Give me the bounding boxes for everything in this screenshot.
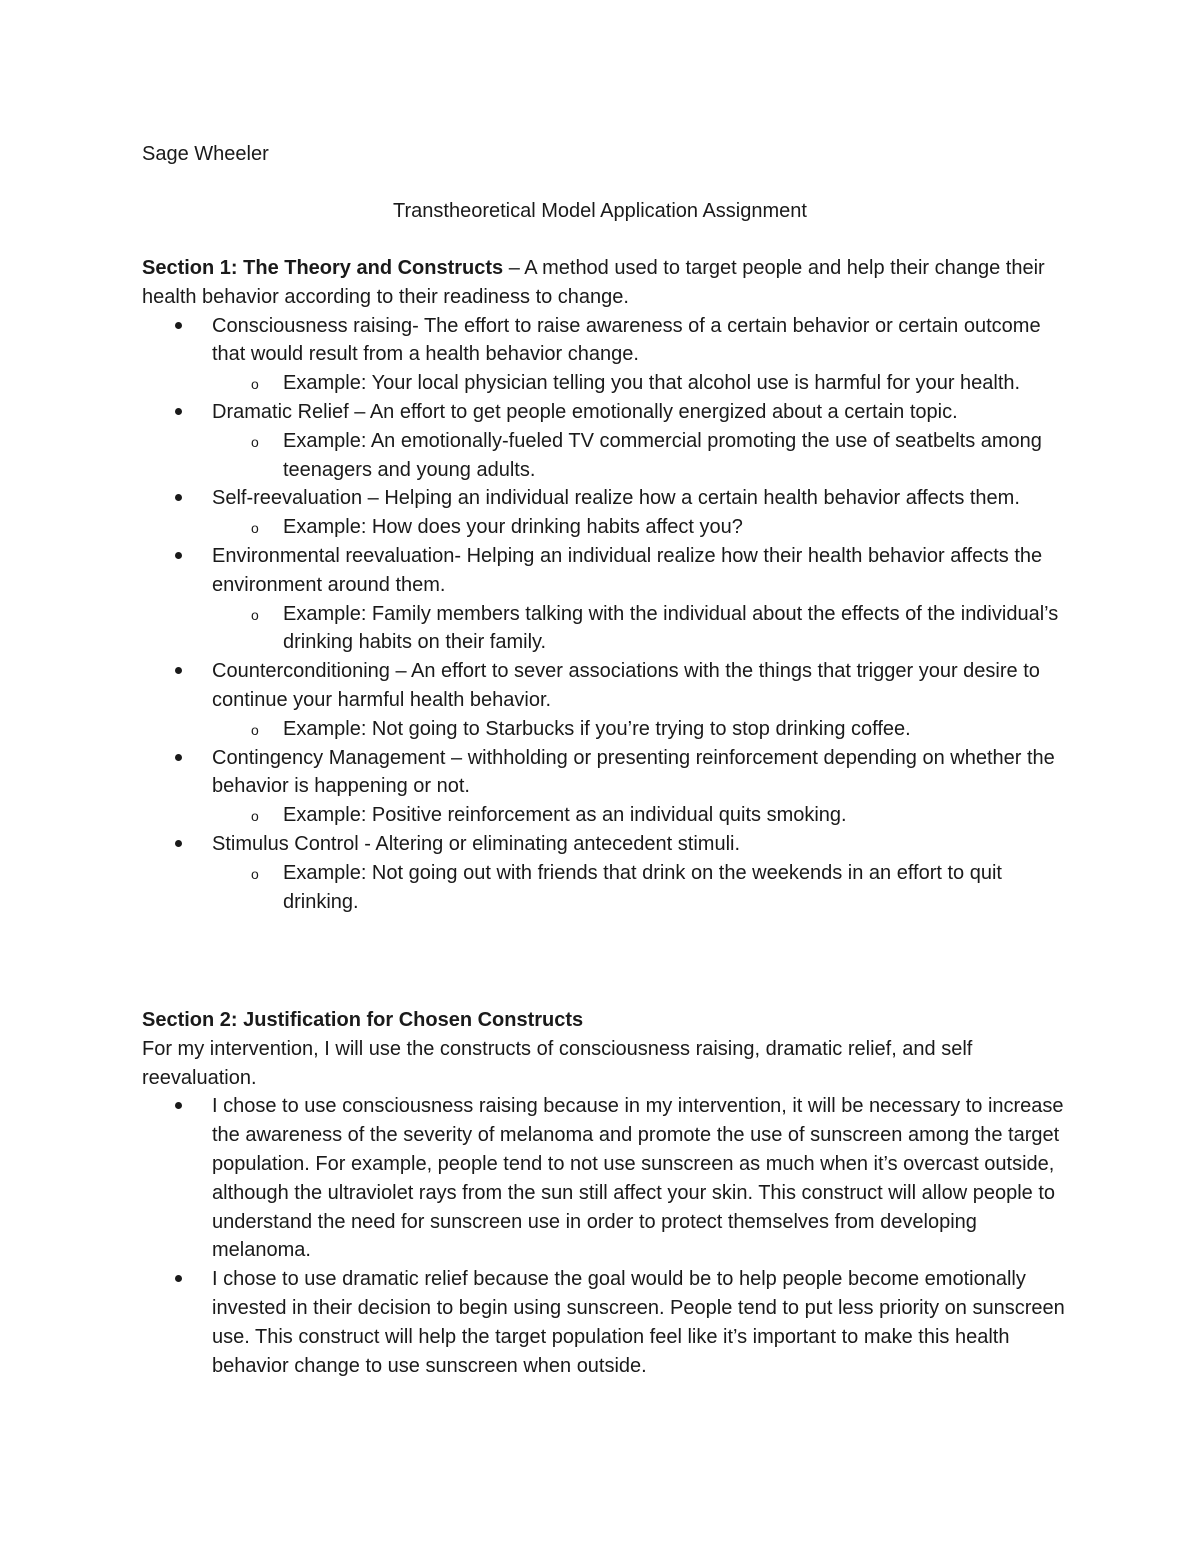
section-1 bbox=[142, 254, 1072, 916]
list-item bbox=[142, 542, 1072, 657]
justification-list bbox=[142, 1092, 1072, 1380]
section-1-intro-text: – A method used to target people and help their change their health behavior according to their readiness to change. bbox=[142, 257, 1045, 308]
list-item bbox=[142, 312, 1072, 398]
section-1-intro bbox=[142, 254, 1072, 312]
sub-bullet-icon: o bbox=[251, 808, 259, 825]
bullet-icon bbox=[175, 667, 182, 674]
sub-bullet-icon: o bbox=[251, 721, 259, 738]
bullet-icon bbox=[175, 408, 182, 415]
list-item bbox=[212, 513, 1072, 542]
example-list bbox=[212, 600, 1072, 658]
example-list bbox=[212, 715, 1072, 744]
construct-text: Counterconditioning – An effort to sever associations with the things that trigger your desire to continue your harmful health behavior. bbox=[212, 660, 1040, 711]
sub-bullet-icon: o bbox=[251, 433, 259, 450]
list-item bbox=[142, 484, 1072, 542]
list-item bbox=[142, 830, 1072, 916]
example-list bbox=[212, 859, 1072, 917]
bullet-icon bbox=[175, 1102, 182, 1109]
construct-text: Consciousness raising- The effort to raise awareness of a certain behavior or certain outcome that would result from a health behavior change. bbox=[212, 314, 1041, 366]
list-item bbox=[142, 1265, 1072, 1380]
list-item bbox=[212, 369, 1072, 398]
example-list bbox=[212, 427, 1072, 485]
construct-text: Contingency Management – withholding or presenting reinforcement depending on whether the behavior is happening or not. bbox=[212, 746, 1055, 798]
list-item bbox=[142, 744, 1072, 830]
example-text: Example: Not going to Starbucks if you’re trying to stop drinking coffee. bbox=[283, 717, 911, 740]
bullet-icon bbox=[175, 840, 182, 847]
construct-text: Self-reevaluation – Helping an individual realize how a certain health behavior affects them. bbox=[212, 487, 1020, 510]
construct-text: Environmental reevaluation- Helping an individual realize how their health behavior affects the environment around them. bbox=[212, 544, 1043, 596]
justification-text: I chose to use consciousness raising because in my intervention, it will be necessary to increase the awareness of the severity of melanoma and promote the use of sunscreen among the target population. For example, people tend to not use sunscreen as much when it’s overcast outside, although the ultraviolet rays from the sun still affect your skin. This construct will allow people to understand the need for sunscreen use in order to protect themselves from developing melanoma. bbox=[212, 1095, 1064, 1262]
sub-bullet-icon: o bbox=[251, 376, 259, 393]
author-name: Sage Wheeler bbox=[142, 143, 269, 165]
list-item bbox=[142, 398, 1072, 484]
section-1-heading: Section 1: The Theory and Constructs bbox=[142, 257, 504, 279]
construct-text: Dramatic Relief – An effort to get people emotionally energized about a certain topic. bbox=[212, 400, 958, 423]
example-text: Example: Your local physician telling you that alcohol use is harmful for your health. bbox=[283, 372, 1021, 395]
sub-bullet-icon: o bbox=[251, 865, 259, 882]
example-text: Example: Not going out with friends that drink on the weekends in an effort to quit drinking. bbox=[283, 861, 1002, 913]
list-item bbox=[212, 715, 1072, 744]
bullet-icon bbox=[175, 322, 182, 329]
list-item bbox=[212, 427, 1072, 485]
list-item bbox=[212, 801, 1072, 830]
section-2-heading: Section 2: Justification for Chosen Constructs bbox=[142, 1009, 584, 1031]
example-text: Example: Positive reinforcement as an individual quits smoking. bbox=[283, 804, 847, 827]
example-list bbox=[212, 513, 1072, 542]
bullet-icon bbox=[175, 754, 182, 761]
bullet-icon bbox=[175, 552, 182, 559]
list-item bbox=[142, 657, 1072, 743]
example-text: Example: How does your drinking habits affect you? bbox=[283, 516, 743, 539]
bullet-icon bbox=[175, 494, 182, 501]
construct-text: Stimulus Control - Altering or eliminating antecedent stimuli. bbox=[212, 832, 741, 855]
sub-bullet-icon: o bbox=[251, 520, 259, 537]
example-text: Example: An emotionally-fueled TV commercial promoting the use of seatbelts among teenagers and young adults. bbox=[283, 429, 1042, 481]
justification-text: I chose to use dramatic relief because the goal would be to help people become emotionally invested in their decision to begin using sunscreen. People tend to put less priority on sunscreen use. This construct will help the target population feel like it’s important to make this health behavior change to use sunscreen when outside. bbox=[212, 1268, 1065, 1377]
bullet-icon bbox=[175, 1275, 182, 1282]
construct-list bbox=[142, 312, 1072, 917]
list-item bbox=[142, 1092, 1072, 1265]
example-list bbox=[212, 801, 1072, 830]
section-2 bbox=[142, 1006, 1072, 1380]
example-text: Example: Family members talking with the individual about the effects of the individual’s drinking habits on their family. bbox=[283, 602, 1059, 654]
document-title: Transtheoretical Model Application Assignment bbox=[393, 200, 807, 222]
sub-bullet-icon: o bbox=[251, 606, 259, 623]
list-item bbox=[212, 600, 1072, 658]
example-list bbox=[212, 369, 1072, 398]
section-2-intro: For my intervention, I will use the constructs of consciousness raising, dramatic relief, and self reevaluation. bbox=[142, 1037, 973, 1089]
list-item bbox=[212, 859, 1072, 917]
